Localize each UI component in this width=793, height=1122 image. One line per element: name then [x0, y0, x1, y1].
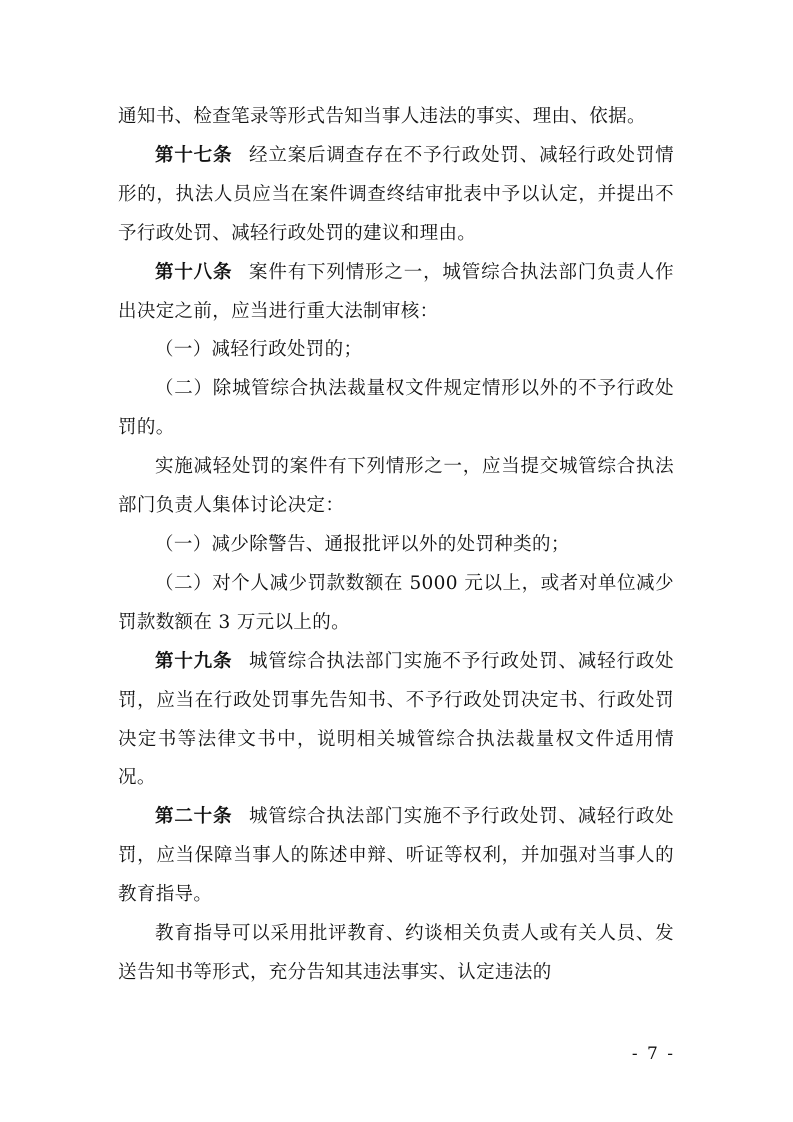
paragraph: [118, 254, 674, 332]
article-number: 第十九条: [155, 650, 233, 672]
paragraph: [118, 98, 674, 137]
list-item: [118, 331, 674, 370]
paragraph-text: （一）减少除警告、通报批评以外的处罚种类的；: [155, 533, 570, 555]
list-item: [118, 526, 674, 565]
article-number: 第十七条: [155, 144, 233, 166]
paragraph-text: 案件有下列情形之一，城管综合执法部门负责人作出决定之前，应当进行重大法制审核：: [118, 261, 675, 322]
paragraph-text: 实施减轻处罚的案件有下列情形之一，应当提交城管综合执法部门负责人集体讨论决定：: [118, 456, 674, 517]
list-item: [118, 370, 674, 448]
paragraph-text: 教育指导可以采用批评教育、约谈相关负责人或有关人员、发送告知书等形式，充分告知其违法事实、认定违法的: [118, 923, 674, 983]
paragraph: [118, 915, 674, 993]
paragraph-text: 城管综合执法部门实施不予行政处罚、减轻行政处罚，应当保障当事人的陈述申辩、听证等权利，并加强对当事人的教育指导。: [118, 806, 675, 906]
page-number: - 7 -: [631, 1044, 675, 1064]
list-item: [118, 565, 674, 643]
paragraph-text: （二）除城管综合执法裁量权文件规定情形以外的不予行政处罚的。: [118, 378, 674, 439]
paragraph-text: 经立案后调查存在不予行政处罚、减轻行政处罚情形的，执法人员应当在案件调查终结审批表中予以认定，并提出不予行政处罚、减轻行政处罚的建议和理由。: [118, 144, 675, 244]
paragraph-text: 通知书、检查笔录等形式告知当事人违法的事实、理由、依据。: [118, 106, 646, 127]
article-number: 第十八条: [155, 261, 233, 283]
paragraph: [118, 798, 674, 915]
document-body: [118, 98, 674, 993]
paragraph: [118, 448, 674, 526]
paragraph: [118, 643, 674, 799]
article-number: 第二十条: [155, 806, 233, 828]
paragraph-text: 城管综合执法部门实施不予行政处罚、减轻行政处罚，应当在行政处罚事先告知书、不予行政处罚决定书、行政处罚决定书等法律文书中，说明相关城管综合执法裁量权文件适用情况。: [118, 650, 675, 789]
paragraph-text: （二）对个人减少罚款数额在 5000 元以上，或者对单位减少罚款数额在 3 万元以上的。: [118, 572, 674, 633]
paragraph: [118, 137, 674, 254]
paragraph-text: （一）减轻行政处罚的；: [155, 339, 363, 361]
